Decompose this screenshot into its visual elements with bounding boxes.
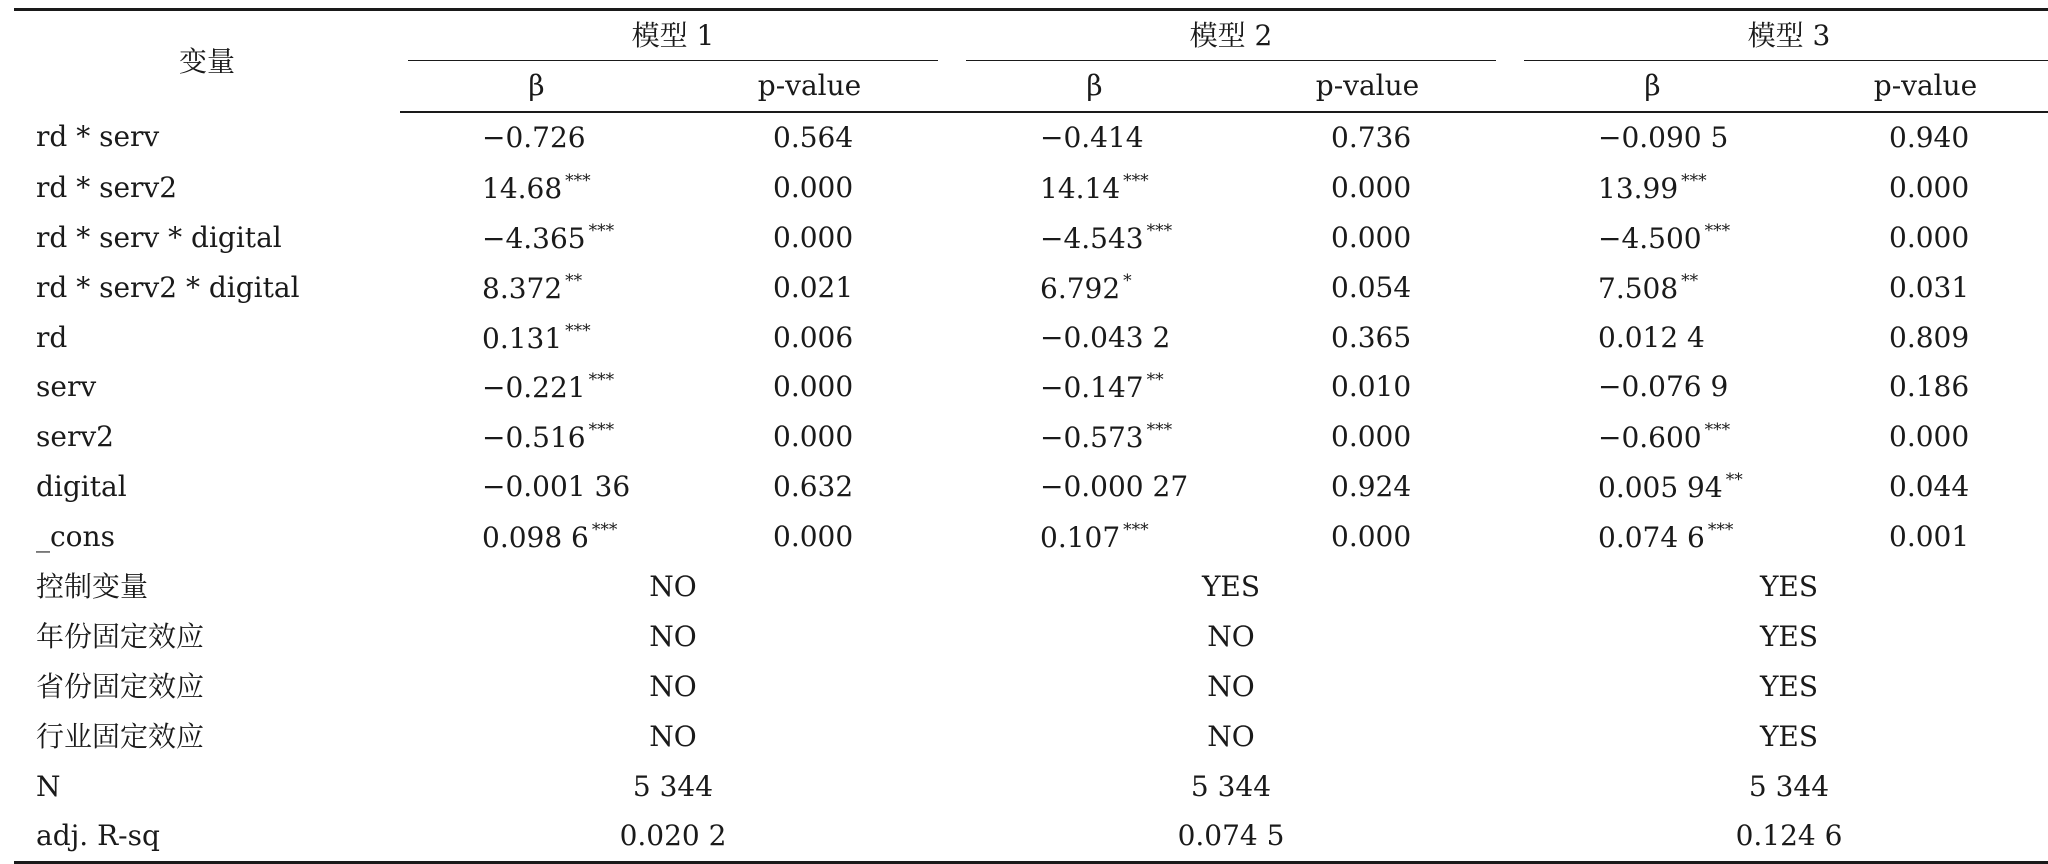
table-row [14, 362, 2048, 412]
model-3-summary-value: YES [1759, 719, 1819, 753]
summary-row [14, 662, 2048, 712]
p-value-cell [1789, 362, 2048, 412]
cell-value: 0.365 [1331, 320, 1412, 354]
summary-row [14, 712, 2048, 762]
model-1-summary-value: NO [649, 719, 697, 753]
model-1-summary-value: NO [649, 669, 697, 703]
cell-value: 0.000 [1889, 220, 1970, 254]
cell-value: 0.054 [1331, 270, 1412, 304]
p-value-cell [673, 112, 946, 163]
cell-value: −0.726 [482, 120, 586, 154]
model-1-summary-value: NO [649, 619, 697, 653]
cell-value: 0.005 94 [1598, 471, 1723, 505]
summary-label: 年份固定效应 [36, 619, 205, 653]
cell-value: 0.000 [1331, 420, 1412, 454]
significance-stars: *** [588, 370, 615, 391]
significance-stars: *** [588, 420, 615, 441]
p-value-cell [1231, 512, 1504, 562]
p-value-cell [1231, 462, 1504, 512]
cell-value: 0.000 [773, 420, 854, 454]
coefficient-cell [1516, 412, 1789, 462]
p-value-cell [1789, 163, 2048, 213]
beta-header: β [400, 61, 673, 112]
summary-label: adj. R-sq [14, 811, 400, 862]
significance-stars: *** [1123, 520, 1149, 541]
cell-value: 0.074 6 [1598, 521, 1705, 555]
p-value-cell [1231, 112, 1504, 163]
cell-value: −0.600 [1598, 421, 1702, 455]
beta-header: β [958, 61, 1231, 112]
cell-value: 0.000 [773, 220, 854, 254]
p-value-cell [1789, 412, 2048, 462]
significance-stars: *** [1146, 420, 1173, 441]
table-row [14, 313, 2048, 363]
significance-stars: ** [1725, 470, 1743, 491]
coefficient-cell [1516, 462, 1789, 512]
cell-value: −0.000 27 [1040, 470, 1189, 504]
p-value-cell [1789, 263, 2048, 313]
coefficient-cell [958, 362, 1231, 412]
cell-value: 0.021 [773, 270, 854, 304]
coefficient-cell [1516, 512, 1789, 562]
cell-value: 0.186 [1889, 370, 1970, 404]
coefficient-cell [1516, 362, 1789, 412]
coefficient-cell [958, 263, 1231, 313]
model-2-summary-value: NO [1207, 619, 1255, 653]
model-3-summary-value: YES [1759, 569, 1819, 603]
model-1-header [400, 10, 946, 62]
cell-value: 0.107 [1040, 521, 1121, 555]
table-row [14, 512, 2048, 562]
coefficient-cell [1516, 213, 1789, 263]
table-row [14, 462, 2048, 512]
cell-value: −0.076 9 [1598, 370, 1729, 404]
p-value-cell [673, 412, 946, 462]
cell-value: 0.000 [773, 170, 854, 204]
p-value-cell [1231, 362, 1504, 412]
model-2-label: 模型 2 [1189, 19, 1273, 52]
cell-value: 14.14 [1040, 171, 1121, 205]
coefficient-cell [400, 412, 673, 462]
coefficient-cell [400, 462, 673, 512]
significance-stars: ** [565, 270, 583, 291]
significance-stars: *** [1681, 170, 1707, 191]
p-value-cell [673, 213, 946, 263]
model-2-summary-value: NO [1207, 669, 1255, 703]
table-row [14, 163, 2048, 213]
significance-stars: *** [1707, 520, 1734, 541]
p-value-cell [1231, 163, 1504, 213]
p-value-cell [673, 462, 946, 512]
cell-value: 0.736 [1331, 120, 1412, 154]
cell-value: 0.001 [1889, 520, 1970, 554]
significance-stars: ** [1146, 370, 1164, 391]
variable-name: serv [36, 370, 97, 404]
cell-value: −4.543 [1040, 221, 1144, 255]
coefficient-cell [400, 313, 673, 363]
cell-value: 0.131 [482, 321, 563, 355]
cell-value: −0.001 36 [482, 470, 631, 504]
model-2-summary-value: YES [1201, 569, 1261, 603]
summary-label: 控制变量 [36, 569, 149, 603]
model-2-header [958, 10, 1504, 62]
model-3-summary-value: YES [1759, 619, 1819, 653]
cell-value: 0.000 [773, 520, 854, 554]
cell-value: 0.809 [1889, 320, 1970, 354]
model-1-summary-value: 5 344 [632, 769, 714, 803]
p-value-cell [1789, 512, 2048, 562]
p-value-cell [1231, 313, 1504, 363]
cell-value: −4.365 [482, 221, 586, 255]
beta-header: β [1516, 61, 1789, 112]
cell-value: −0.090 5 [1598, 120, 1729, 154]
table-row [14, 213, 2048, 263]
coefficient-cell [400, 512, 673, 562]
cell-value: 0.564 [773, 120, 854, 154]
coefficient-cell [400, 213, 673, 263]
model-3-summary-value: YES [1759, 669, 1819, 703]
significance-stars: *** [1704, 420, 1731, 441]
coefficient-cell [958, 112, 1231, 163]
cell-value: −0.516 [482, 421, 586, 455]
p-value-cell [673, 362, 946, 412]
cell-value: 13.99 [1598, 171, 1679, 205]
summary-row [14, 811, 2048, 862]
significance-stars: *** [1704, 220, 1731, 241]
significance-stars: *** [588, 220, 615, 241]
table-body [14, 112, 2048, 863]
p-value-cell [673, 263, 946, 313]
cell-value: 0.006 [773, 320, 854, 354]
coefficient-cell [400, 263, 673, 313]
variable-name: rd * serv * digital [36, 220, 282, 254]
regression-results-table [14, 8, 2048, 864]
cell-value: −0.043 2 [1040, 320, 1171, 354]
cell-value: 0.012 4 [1598, 320, 1705, 354]
model-2-summary-value: 5 344 [1190, 769, 1272, 803]
model-3-header [1516, 10, 2048, 62]
p-value-cell [1789, 112, 2048, 163]
p-value-cell [1789, 313, 2048, 363]
table-row [14, 412, 2048, 462]
pvalue-header: p-value [1231, 61, 1504, 112]
coefficient-cell [958, 163, 1231, 213]
table-row [14, 263, 2048, 313]
coefficient-cell [1516, 313, 1789, 363]
summary-row [14, 762, 2048, 812]
p-value-cell [673, 163, 946, 213]
variable-header: 变量 [14, 10, 400, 113]
model-2-summary-value: NO [1207, 719, 1255, 753]
coefficient-cell [1516, 112, 1789, 163]
significance-stars: * [1123, 270, 1132, 291]
cell-value: −0.573 [1040, 421, 1144, 455]
coefficient-cell [1516, 163, 1789, 213]
variable-name: serv2 [36, 420, 114, 454]
significance-stars: *** [565, 170, 591, 191]
summary-row [14, 612, 2048, 662]
cell-value: −0.221 [482, 371, 586, 405]
summary-label: 省份固定效应 [36, 669, 205, 703]
cell-value: 0.000 [1889, 170, 1970, 204]
significance-stars: *** [1146, 220, 1173, 241]
cell-value: 0.924 [1331, 470, 1412, 504]
table-row [14, 112, 2048, 163]
model-1-label: 模型 1 [631, 19, 715, 52]
cell-value: 0.031 [1889, 270, 1970, 304]
cell-value: 0.000 [1331, 170, 1412, 204]
cell-value: 0.010 [1331, 370, 1412, 404]
significance-stars: ** [1681, 270, 1699, 291]
variable-name: rd * serv2 * digital [36, 270, 300, 304]
cell-value: 0.940 [1889, 120, 1970, 154]
cell-value: 14.68 [482, 171, 563, 205]
summary-label: 行业固定效应 [36, 719, 205, 753]
cell-value: 6.792 [1040, 271, 1121, 305]
coefficient-cell [958, 313, 1231, 363]
p-value-cell [1789, 462, 2048, 512]
cell-value: 0.044 [1889, 470, 1970, 504]
cell-value: 0.632 [773, 470, 854, 504]
coefficient-cell [400, 163, 673, 213]
p-value-cell [1789, 213, 2048, 263]
model-1-summary-value: 0.020 2 [400, 811, 946, 862]
cell-value: 0.000 [1331, 220, 1412, 254]
cell-value: 0.000 [773, 370, 854, 404]
model-2-summary-value: 0.074 5 [958, 811, 1504, 862]
coefficient-cell [958, 462, 1231, 512]
p-value-cell [673, 313, 946, 363]
p-value-cell [1231, 213, 1504, 263]
variable-name: rd [36, 320, 68, 354]
pvalue-header: p-value [673, 61, 946, 112]
coefficient-cell [958, 512, 1231, 562]
significance-stars: *** [565, 320, 591, 341]
variable-name: _cons [36, 520, 115, 554]
cell-value: 0.000 [1889, 420, 1970, 454]
header-row-models [14, 10, 2048, 62]
model-3-summary-value: 5 344 [1748, 769, 1830, 803]
coefficient-cell [1516, 263, 1789, 313]
summary-label: N [36, 769, 61, 803]
coefficient-cell [958, 412, 1231, 462]
p-value-cell [1231, 412, 1504, 462]
coefficient-cell [400, 362, 673, 412]
cell-value: 0.000 [1331, 520, 1412, 554]
summary-row [14, 562, 2048, 612]
cell-value: −4.500 [1598, 221, 1702, 255]
significance-stars: *** [1123, 170, 1149, 191]
variable-name: digital [36, 470, 127, 504]
model-3-label: 模型 3 [1747, 19, 1831, 52]
cell-value: 7.508 [1598, 271, 1679, 305]
cell-value: 8.372 [482, 271, 563, 305]
coefficient-cell [400, 112, 673, 163]
pvalue-header: p-value [1789, 61, 2048, 112]
significance-stars: *** [591, 520, 618, 541]
model-1-summary-value: NO [649, 569, 697, 603]
model-3-summary-value: 0.124 6 [1516, 811, 2048, 862]
coefficient-cell [958, 213, 1231, 263]
cell-value: −0.414 [1040, 120, 1144, 154]
variable-name: rd * serv2 [36, 170, 178, 204]
cell-value: −0.147 [1040, 371, 1144, 405]
cell-value: 0.098 6 [482, 521, 589, 555]
p-value-cell [673, 512, 946, 562]
p-value-cell [1231, 263, 1504, 313]
variable-name: rd * serv [36, 120, 160, 154]
